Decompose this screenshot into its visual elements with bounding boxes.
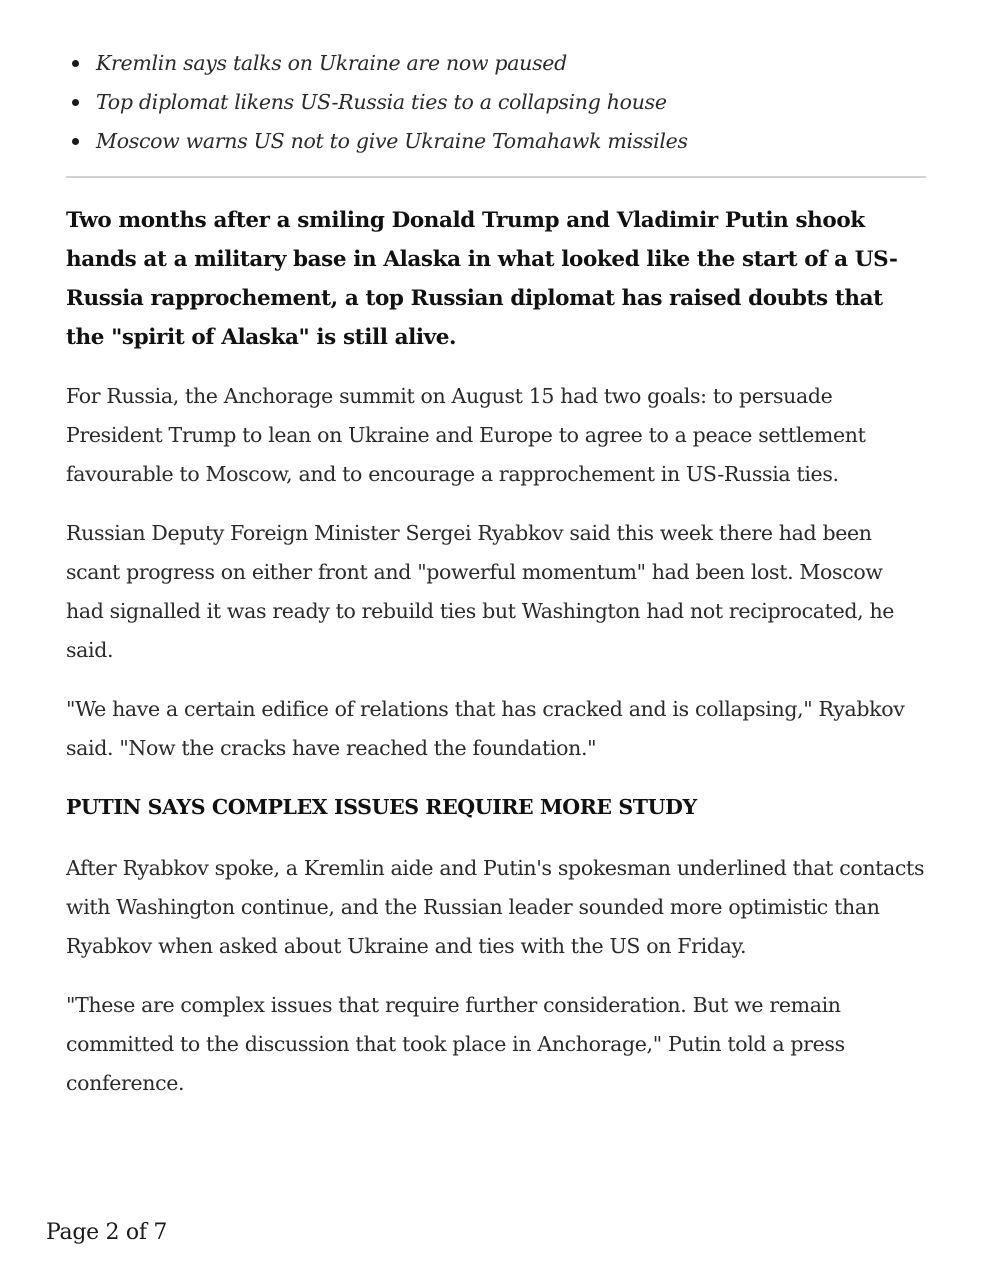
body-paragraph: Russian Deputy Foreign Minister Sergei Ryabkov said this week there had been scant progress on either front and "powerful momentum" had been lost. Moscow had signalled it was ready to rebuild ties but Washington had not reciprocated, he said. <box>66 521 895 662</box>
key-point-item <box>66 83 926 122</box>
body-paragraph: For Russia, the Anchorage summit on August 15 had two goals: to persuade President Trump to lean on Ukraine and Europe to agree to a peace settlement favourable to Moscow, and to encourage a rapprochement in US-Russia ties. <box>66 384 866 486</box>
lede-paragraph: Two months after a smiling Donald Trump and Vladimir Putin shook hands at a military base in Alaska in what looked like the start of a US-Russia rapprochement, a top Russian diplomat has raised doubts that the "spirit of Alaska" is still alive. <box>66 208 898 350</box>
key-points-list <box>66 44 926 161</box>
bullet-dot-icon <box>72 138 79 145</box>
page-number: Page 2 of 7 <box>46 1220 168 1245</box>
body-paragraph: "These are complex issues that require further consideration. But we remain committed to the discussion that took place in Anchorage," Putin told a press conference. <box>66 993 845 1095</box>
key-point-text: Moscow warns US not to give Ukraine Tomahawk missiles <box>96 129 688 153</box>
divider <box>66 176 926 178</box>
bullet-dot-icon <box>72 60 79 67</box>
key-point-text: Top diplomat likens US-Russia ties to a collapsing house <box>96 90 667 114</box>
body-paragraph: "We have a certain edifice of relations that has cracked and is collapsing," Ryabkov said. "Now the cracks have reached the foundation." <box>66 697 905 760</box>
key-point-text: Kremlin says talks on Ukraine are now paused <box>96 51 567 75</box>
body-paragraph: After Ryabkov spoke, a Kremlin aide and Putin's spokesman underlined that contacts with Washington continue, and the Russian leader sounded more optimistic than Ryabkov when asked about Ukraine and ties with the US on Friday. <box>66 856 925 958</box>
article-body <box>66 44 926 1123</box>
section-subheading: PUTIN SAYS COMPLEX ISSUES REQUIRE MORE STUDY <box>66 795 697 819</box>
bullet-dot-icon <box>72 99 79 106</box>
key-point-item <box>66 122 926 161</box>
key-point-item <box>66 44 926 83</box>
